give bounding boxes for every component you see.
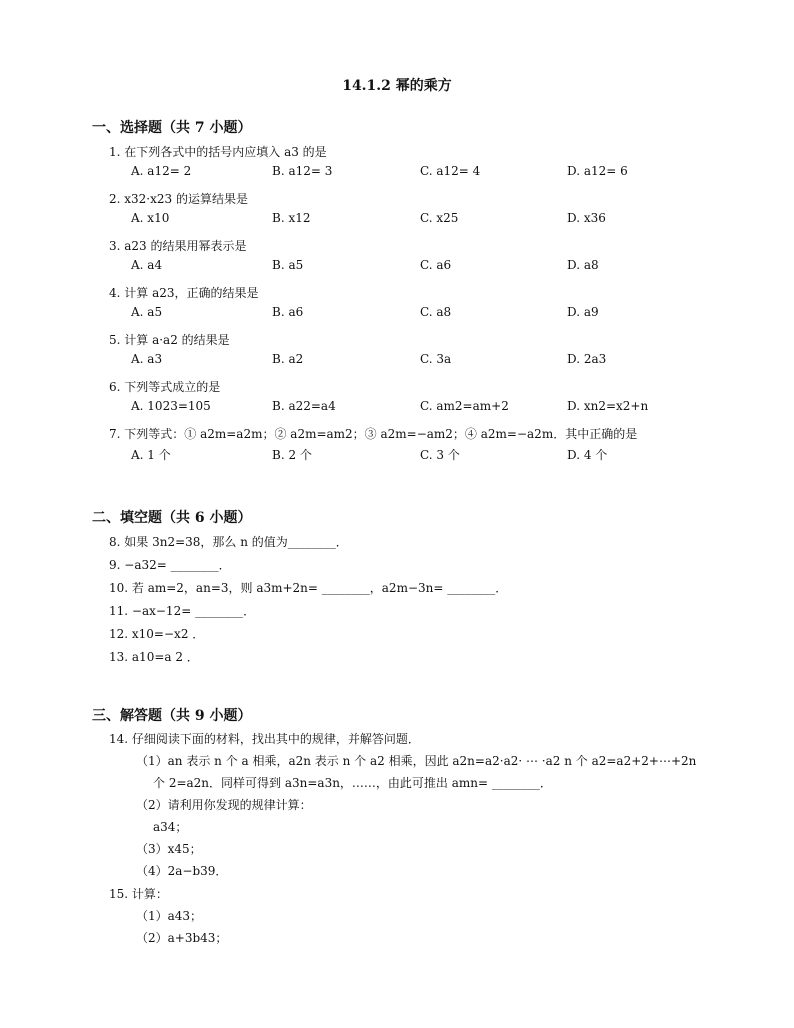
question-2: 2. x32·x23 的运算结果是 (109, 192, 248, 206)
question-15-part-1: （1）a43； (136, 909, 203, 923)
option-b: B. 2 个 (272, 448, 312, 462)
option-d: D. 2a3 (567, 352, 607, 366)
question-14-part-4: （4）2a−b39． (136, 864, 228, 878)
question-11: 11. −ax−12= ________． (109, 604, 256, 618)
question-14-part-3: （3）x45； (136, 842, 202, 856)
question-9: 9. −a32= ________． (109, 558, 231, 572)
option-d: D. a12= 6 (567, 164, 628, 178)
option-c: C. 3 个 (420, 448, 460, 462)
question-14-part-2-expr: a34； (153, 820, 188, 834)
option-b: B. a6 (272, 305, 304, 319)
option-a: A. 1 个 (131, 448, 171, 462)
option-c: C. a8 (420, 305, 452, 319)
question-15-part-2: （2）a+3b43； (136, 931, 228, 945)
question-7: 7. 下列等式：① a2m=a2m；② a2m=am2；③ a2m=−am2；④ a2m=−a2m．其中正确的是 (109, 427, 638, 441)
question-5: 5. 计算 a·a2 的结果是 (109, 333, 230, 347)
option-b: B. a2 (272, 352, 304, 366)
option-b: B. x12 (272, 211, 311, 225)
option-c: C. 3a (420, 352, 452, 366)
option-c: C. am2=am+2 (420, 399, 509, 413)
option-c: C. a6 (420, 258, 452, 272)
option-d: D. xn2=x2+n (567, 399, 649, 413)
section-heading-choice: 一、选择题（共 7 小题） (92, 120, 252, 136)
question-14-part-2: （2）请利用你发现的规律计算： (136, 798, 312, 812)
option-a: A. a3 (131, 352, 163, 366)
option-b: B. a12= 3 (272, 164, 333, 178)
question-8: 8. 如果 3n2=38，那么 n 的值为________． (109, 535, 348, 549)
question-14-part-1-line-2: 个 2=a2n．同样可得到 a3n=a3n，……，由此可推出 amn= ________． (153, 776, 552, 790)
question-15: 15. 计算： (109, 887, 168, 901)
question-4: 4. 计算 a23，正确的结果是 (109, 286, 259, 300)
question-1: 1. 在下列各式中的括号内应填入 a3 的是 (109, 145, 327, 159)
question-12: 12. x10=−x2 ． (109, 627, 205, 641)
option-a: A. 1023=105 (131, 399, 211, 413)
option-d: D. a9 (567, 305, 599, 319)
question-14-part-1-line-1: （1）an 表示 n 个 a 相乘，a2n 表示 n 个 a2 相乘，因此 a2n=a2·a2· ⋯ ·a2 n 个 a2=a2+2+⋯+2n (136, 754, 697, 768)
option-b: B. a22=a4 (272, 399, 336, 413)
question-10: 10. 若 am=2，an=3，则 a3m+2n= ________，a2m−3n= ________． (109, 581, 508, 595)
question-6: 6. 下列等式成立的是 (109, 380, 221, 394)
section-heading-answer: 三、解答题（共 9 小题） (92, 708, 252, 724)
option-d: D. a8 (567, 258, 599, 272)
option-c: C. a12= 4 (420, 164, 481, 178)
option-a: A. a4 (131, 258, 163, 272)
option-b: B. a5 (272, 258, 304, 272)
option-d: D. 4 个 (567, 448, 608, 462)
option-a: A. x10 (131, 211, 170, 225)
question-3: 3. a23 的结果用幂表示是 (109, 239, 247, 253)
option-a: A. a12= 2 (131, 164, 192, 178)
question-13: 13. a10=a 2 ． (109, 650, 199, 664)
option-c: C. x25 (420, 211, 459, 225)
page-title: 14.1.2 幂的乘方 (342, 78, 452, 94)
question-14: 14. 仔细阅读下面的材料，找出其中的规律，并解答问题． (109, 732, 420, 746)
section-heading-fill: 二、填空题（共 6 小题） (92, 510, 252, 526)
option-a: A. a5 (131, 305, 163, 319)
option-d: D. x36 (567, 211, 606, 225)
